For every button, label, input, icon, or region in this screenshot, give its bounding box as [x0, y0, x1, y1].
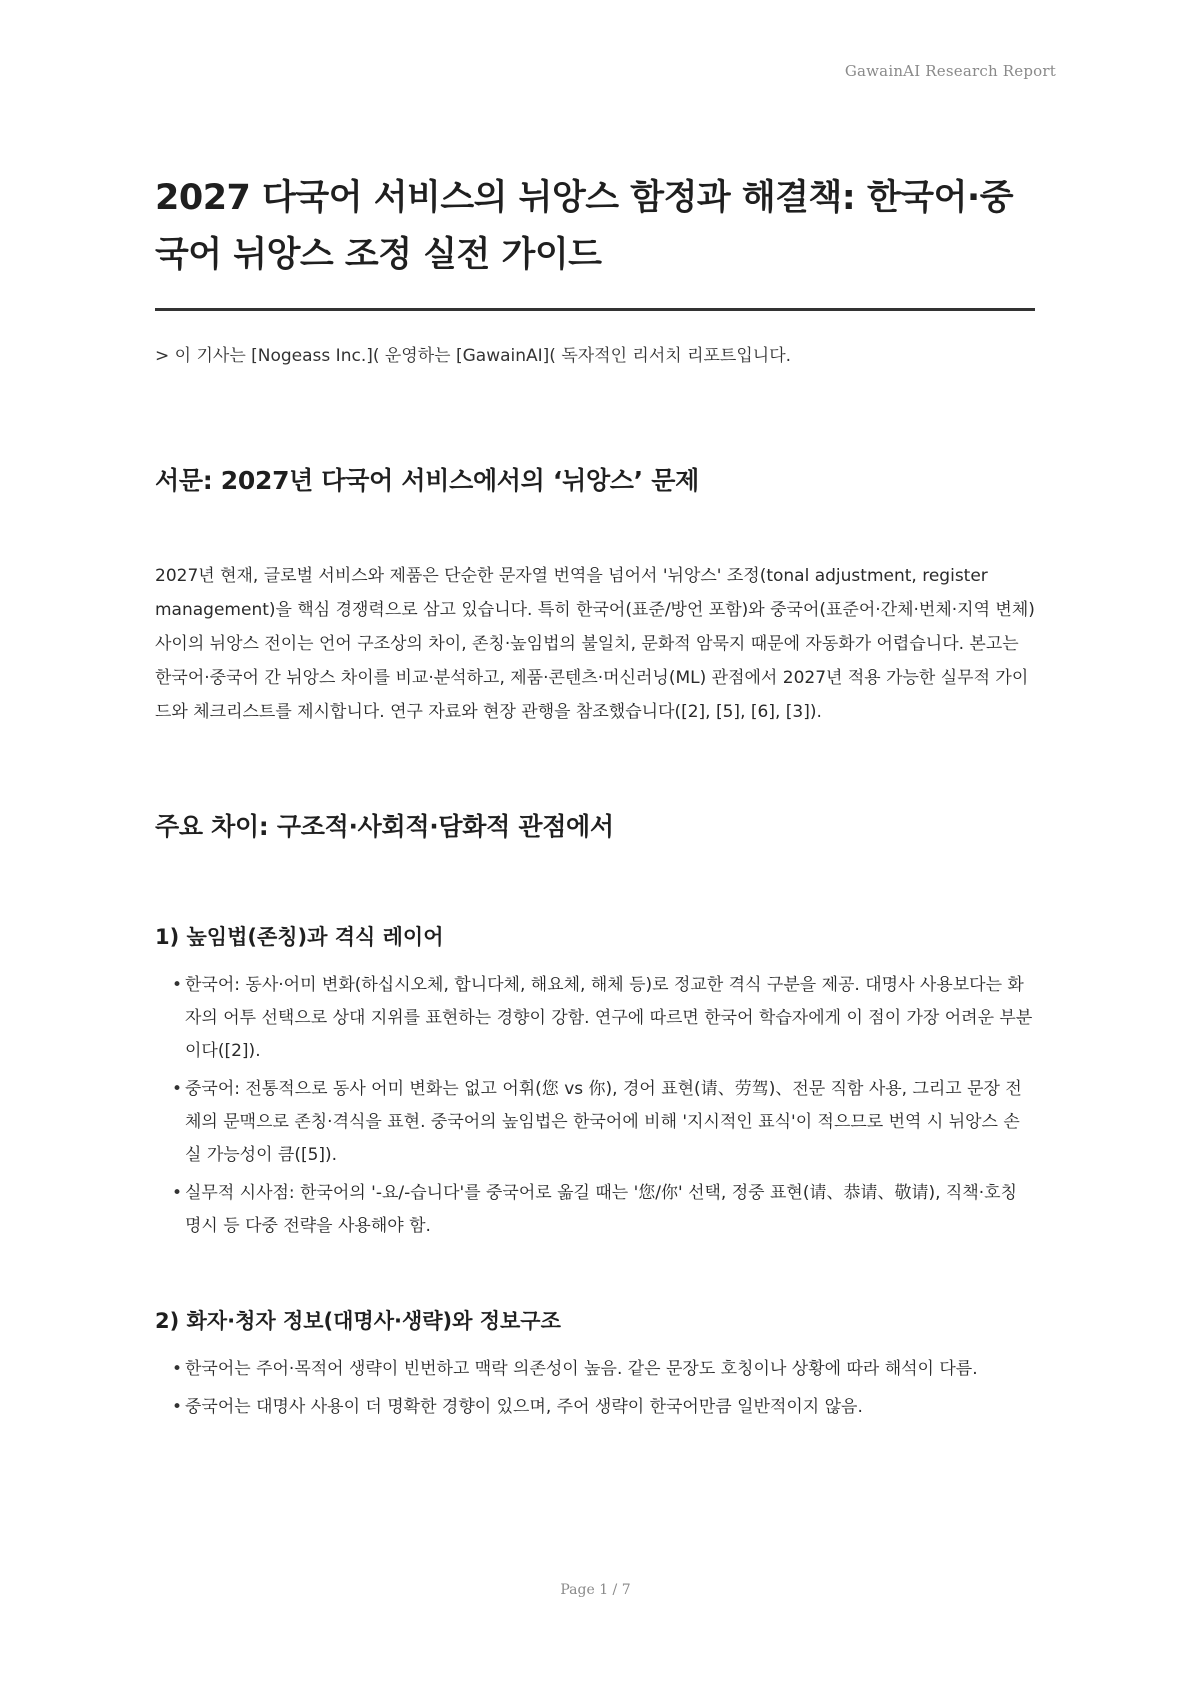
title-divider [155, 308, 1035, 311]
honorifics-bullet-list [155, 969, 1035, 1243]
section-heading-intro: 서문: 2027년 다국어 서비스에서의 ‘뉘앙스’ 문제 [155, 466, 699, 495]
list-item: • 중국어는 대명사 사용이 더 명확한 경향이 있으며, 주어 생략이 한국어만큼 일반적이지 않음. [155, 1391, 1035, 1424]
list-item: • 중국어: 전통적으로 동사 어미 변화는 없고 어휘(您 vs 你), 경어 표현(请、劳驾)、전문 직함 사용, 그리고 문장 전체의 문맥으로 존칭·격식을 표현. 중국어의 높임법은 한국어에 비해 '지시적인 표식'이 적으므로 번역 시 뉘앙스 손실 가능성이 큼([5]). [155, 1073, 1035, 1172]
list-item: • 실무적 시사점: 한국어의 '-요/-습니다'를 중국어로 옮길 때는 '您/你' 선택, 정중 표현(请、恭请、敬请), 직책·호칭 명시 등 다중 전략을 사용해야 함. [155, 1177, 1035, 1243]
section-heading-differences: 주요 차이: 구조적·사회적·담화적 관점에서 [155, 812, 614, 841]
page-number: Page 1 / 7 [560, 1582, 631, 1598]
subsection-heading-speaker-info: 2) 화자·청자 정보(대명사·생략)와 정보구조 [155, 1309, 561, 1333]
list-item: • 한국어: 동사·어미 변화(하십시오체, 합니다체, 해요체, 해체 등)로 정교한 격식 구분을 제공. 대명사 사용보다는 화자의 어투 선택으로 상대 지위를 표현하는 경향이 강함. 연구에 따르면 한국어 학습자에게 이 점이 가장 어려운 부분이다([2]). [155, 969, 1035, 1068]
running-header: GawainAI Research Report [844, 62, 1056, 80]
speaker-info-bullet-list [155, 1353, 1035, 1424]
intro-note: > 이 기사는 [Nogeass Inc.]( 운영하는 [GawainAI]( 독자적인 리서치 리포트입니다. [155, 346, 792, 366]
intro-paragraph: 2027년 현재, 글로벌 서비스와 제품은 단순한 문자열 번역을 넘어서 '뉘앙스' 조정(tonal adjustment, register management)을 핵심 경쟁력으로 삼고 있습니다. 특히 한국어(표준/방언 포함)와 중국어(표준어·간체·번체·지역 변체) 사이의 뉘앙스 전이는 언어 구조상의 차이, 존칭·높임법의 불일치, 문화적 암묵지 때문에 자동화가 어렵습니다. 본고는 한국어·중국어 간 뉘앙스 차이를 비교·분석하고, 제품·콘텐츠·머신러닝(ML) 관점에서 2027년 적용 가능한 실무적 가이드와 체크리스트를 제시합니다. 연구 자료와 현장 관행을 참조했습니다([2], [5], [6], [3]). [155, 566, 1035, 722]
list-item: • 한국어는 주어·목적어 생략이 빈번하고 맥락 의존성이 높음. 같은 문장도 호칭이나 상황에 따라 해석이 다름. [155, 1353, 1035, 1386]
subsection-heading-honorifics: 1) 높임법(존칭)과 격식 레이어 [155, 925, 444, 949]
document-body [155, 170, 1035, 1429]
document-title: 2027 다국어 서비스의 뉘앙스 함정과 해결책: 한국어·중국어 뉘앙스 조정 실전 가이드 [155, 178, 1014, 275]
